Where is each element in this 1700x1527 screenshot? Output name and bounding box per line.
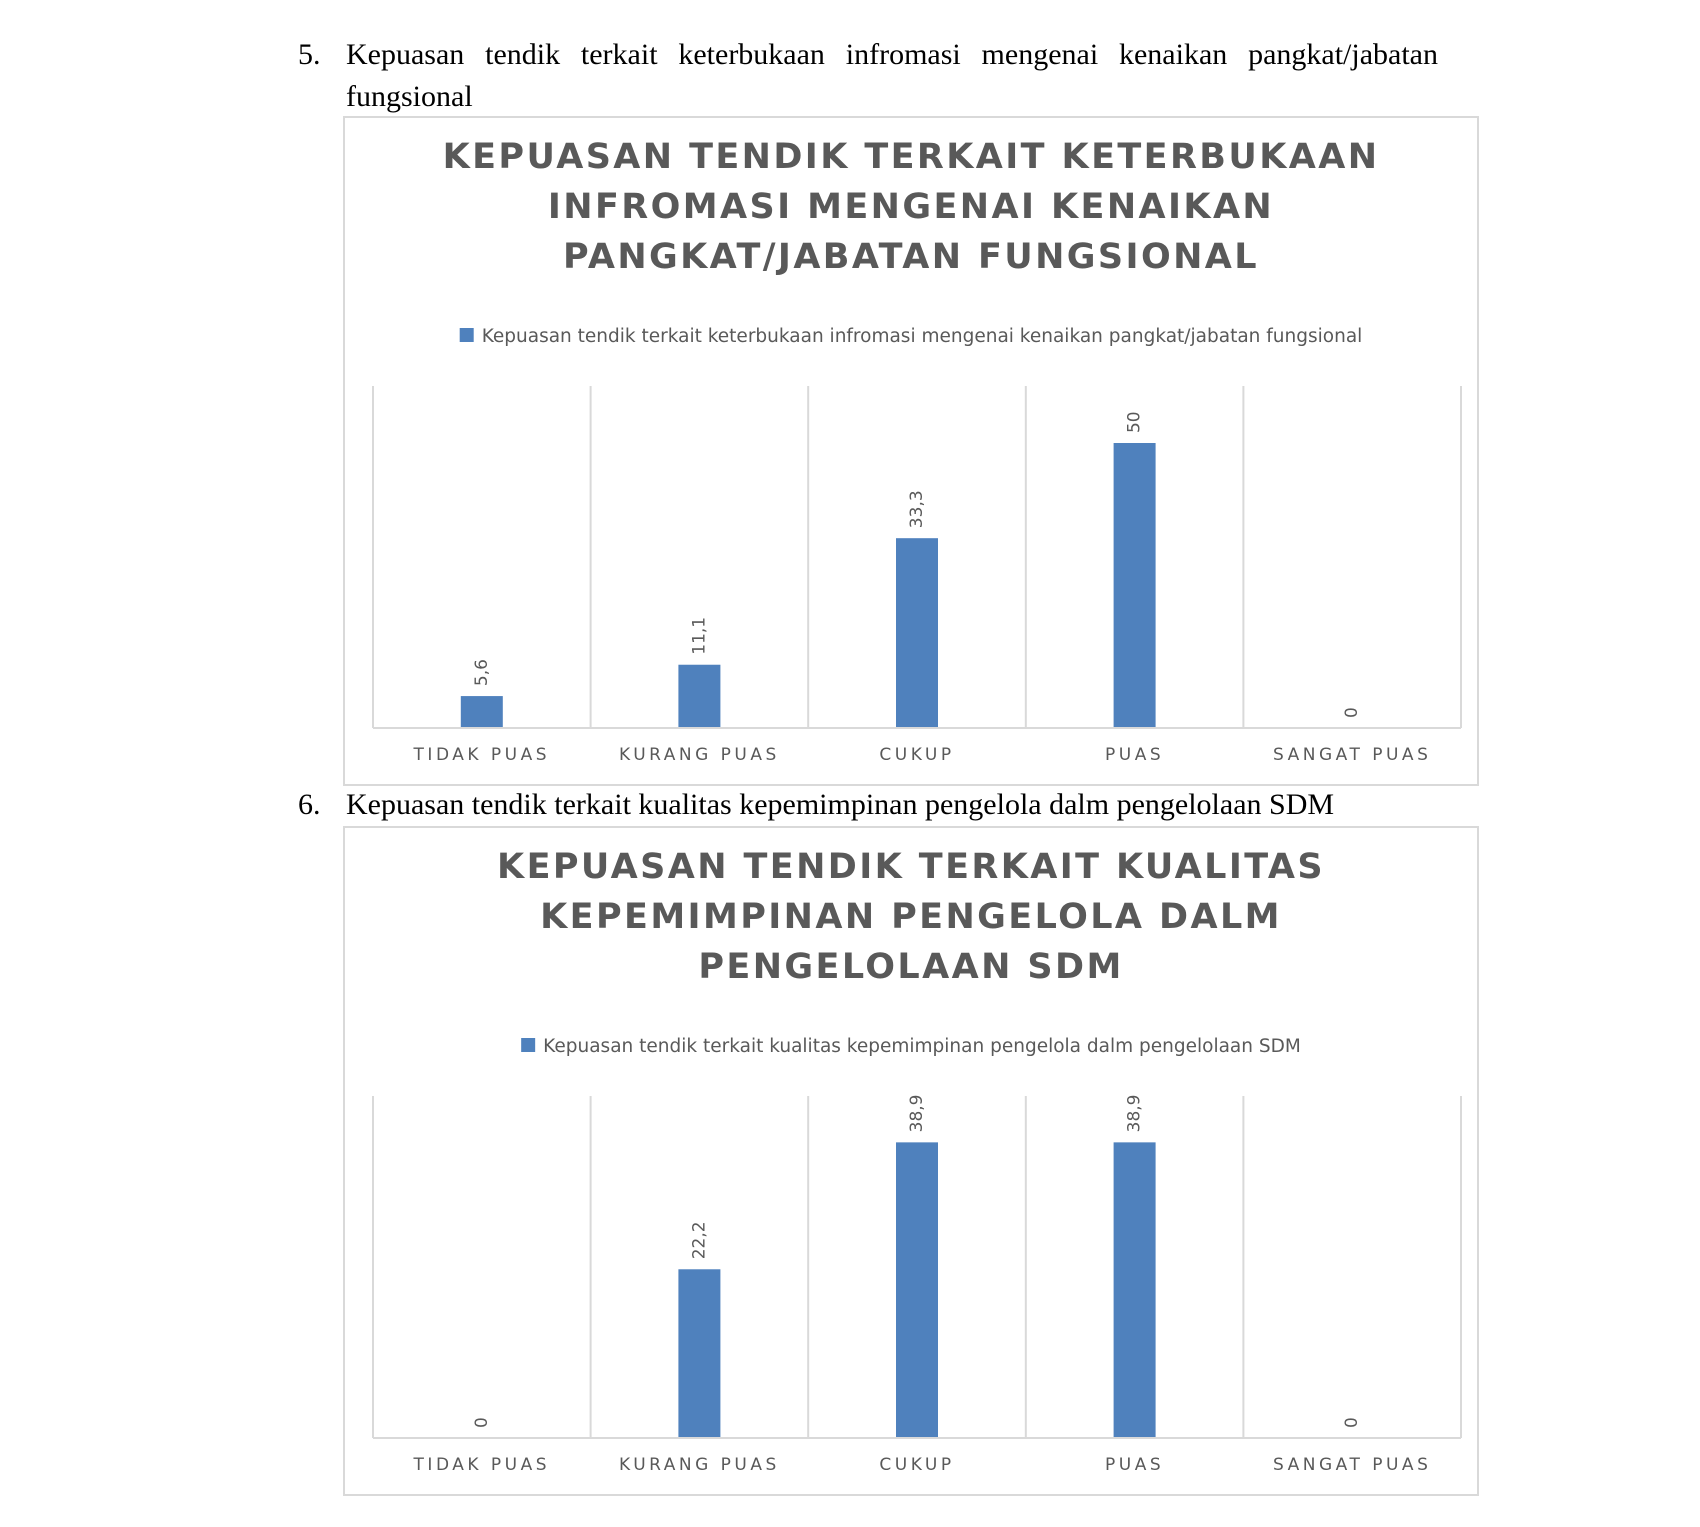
chart-title-line: KEPEMIMPINAN PENGELOLA DALM: [540, 897, 1282, 937]
section-number: 6.: [298, 788, 321, 821]
section-6-heading: [298, 784, 1438, 826]
data-label: 50: [1124, 411, 1145, 433]
bar: [678, 1269, 720, 1438]
chart-2: [345, 828, 1477, 1494]
bar: [678, 665, 720, 728]
bar: [1114, 1142, 1156, 1438]
data-label: 33,3: [907, 490, 927, 529]
legend-swatch: [521, 1038, 535, 1052]
data-label: 38,9: [907, 1094, 927, 1133]
category-label: PUAS: [1105, 745, 1165, 765]
chart-1-container: [343, 116, 1479, 786]
category-label: KURANG PUAS: [619, 1455, 780, 1475]
legend-label: Kepuasan tendik terkait keterbukaan infromasi mengenai kenaikan pangkat/jabatan fungsional: [481, 326, 1363, 347]
legend: [460, 326, 1363, 347]
section-title: Kepuasan tendik terkait keterbukaan infromasi mengenai kenaikan pangkat/jabatan fungsional: [346, 38, 1438, 113]
chart-title-line: PANGKAT/JABATAN FUNGSIONAL: [563, 237, 1259, 277]
bar: [1114, 443, 1156, 728]
chart-2-container: [343, 826, 1479, 1496]
chart-1: [345, 118, 1477, 784]
data-label: 11,1: [689, 616, 710, 655]
data-label: 22,2: [689, 1221, 710, 1260]
category-label: SANGAT PUAS: [1273, 1455, 1432, 1475]
bar: [896, 1142, 938, 1438]
bar: [896, 538, 938, 728]
legend: [521, 1036, 1301, 1057]
data-label: 0: [471, 1417, 492, 1428]
data-label: 5,6: [471, 659, 492, 687]
category-label: CUKUP: [879, 745, 955, 765]
legend-label: Kepuasan tendik terkait kualitas kepemimpinan pengelola dalm pengelolaan SDM: [543, 1036, 1301, 1057]
category-label: TIDAK PUAS: [413, 745, 551, 765]
chart-title-line: KEPUASAN TENDIK TERKAIT KETERBUKAAN: [442, 137, 1380, 177]
data-label: 0: [1342, 707, 1363, 718]
chart-title-line: INFROMASI MENGENAI KENAIKAN: [547, 187, 1275, 227]
section-number: 5.: [298, 38, 321, 71]
category-label: SANGAT PUAS: [1273, 745, 1432, 765]
section-title: Kepuasan tendik terkait kualitas kepemimpinan pengelola dalm pengelolaan SDM: [346, 788, 1335, 821]
legend-swatch: [460, 328, 474, 342]
bar: [461, 696, 503, 728]
category-label: KURANG PUAS: [619, 745, 780, 765]
chart-title-line: KEPUASAN TENDIK TERKAIT KUALITAS: [497, 847, 1325, 887]
data-label: 0: [1342, 1417, 1363, 1428]
category-label: TIDAK PUAS: [413, 1455, 551, 1475]
category-label: CUKUP: [879, 1455, 955, 1475]
data-label: 38,9: [1124, 1094, 1145, 1133]
chart-title-line: PENGELOLAAN SDM: [698, 947, 1124, 987]
category-label: PUAS: [1105, 1455, 1165, 1475]
section-5-heading: [298, 34, 1438, 118]
